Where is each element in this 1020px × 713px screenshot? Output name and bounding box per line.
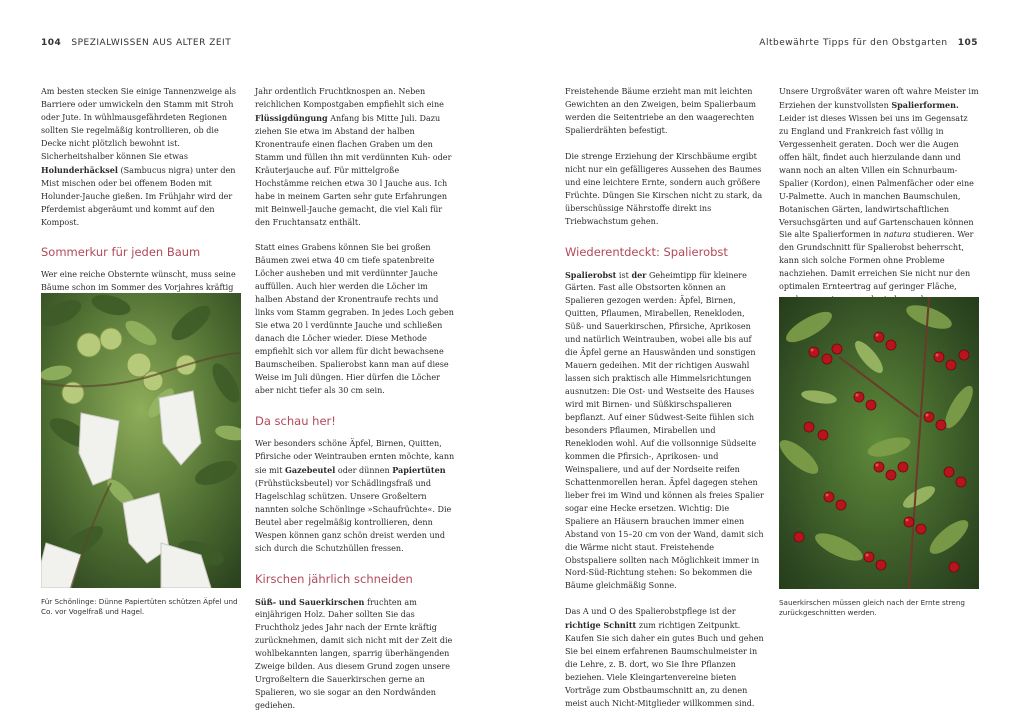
paragraph [255, 438, 455, 556]
section-heading: Kirschen jährlich schneiden [255, 572, 455, 586]
text: Das A und O des Spalierobstpflege ist der [565, 607, 736, 616]
right-page-header [759, 38, 978, 48]
bold-text: Spalierobst [565, 270, 616, 280]
left-running-title: SPEZIALWISSEN AUS ALTER ZEIT [71, 38, 231, 48]
paragraph: Statt eines Grabens können Sie bei großen Bäumen zwei etwa 40 cm tiefe spatenbreite Löcher ausheben und mit verdünnter Jauche auffüllen. Auch hier werden die Löcher im halben Abstand der Kronentraufe rechts und links vom Stamm gegraben. In jedes Loch geben Sie etwa 20 l verdünnte Jauche und schließen danach die Löcher wieder. Diese Methode empfiehlt sich vor allem für dicht bewachsene Baumscheiben. Spalierobst kann man auf diese Weise im Juli düngen. Hier dürfen die Löcher aber nicht tiefer als 30 cm sein. [255, 242, 455, 397]
text: ist [616, 271, 631, 280]
text: Geheimtipp für kleinere Gärten. Fast alle Obstsorten können an Spalieren gezogen werden: Äpfel, Birnen, Quitten, Pflaumen, Mirabellen, Renekloden, Süß- und Sauerkirschen, Pfirsiche, Aprikosen und natürlich Weintrauben, wobei alle bis auf die Äpfel gerne an Hauswänden und sonstigen Mauern gedeihen. Mit der richtigen Auswahl lassen sich praktisch alle Himmelsrichtungen ausnutzen: Die Ost- und Westseite des Hauses wird mit Birnen- und Süßkirschspalieren bepflanzt. Auf einer Südwest-Seite fühlen sich besonders Pflaumen, Mirabellen und Renekloden wohl. Auf die vollsonnige Südseite kommen die Pfirsich-, Aprikosen- und Weinspaliere, und auf der Nordseite reifen Schattenmorellen heran. Äpfel dagegen stehen lieber frei im Wind und können als freies Spalier sogar eine Hecke ersetzen. Wichtig: Die Spaliere an Häusern brauchen immer einen Abstand von 15–20 cm von der Wand, damit sich die Wärme nicht staut. Freistehende Obstspaliere sollten nach Möglichkeit immer in Nord-Süd-Richtung stehen: So bekommen die Bäume gleichmäßig Sonne. [565, 271, 764, 591]
text: oder dünnen [335, 466, 392, 475]
paragraph [255, 86, 455, 229]
column-4 [779, 86, 979, 320]
sour-cherries-photo [779, 297, 979, 589]
paragraph [41, 86, 239, 229]
paragraph [779, 86, 979, 320]
paragraph: Wer eine reiche Obsternte wünscht, muss seine Bäume schon im Sommer des Vorjahres kräftig [41, 269, 239, 321]
text: Anfang bis Mitte Juli. Dazu ziehen Sie etwa im Abstand der halben Kronentraufe einen flachen Graben um den Stamm und füllen ihn mit verdünnten Kuh- oder Kräuterjauche auf. Für mittelgroße Hochstämme reichen etwa 30 l Jauche aus. Ich habe in meinem Garten sehr gute Erfahrungen mit Beinwell-Jauche gemacht, die viel Kali für den Fruchtansatz enthält. [255, 114, 451, 227]
text: (Sambucus nigra) unter den Mist mischen oder bei offenem Boden mit Holunder-Jauche gießen. Im Frühjahr wird der Pferdemist abgeräumt und kommt auf den Kompost. [41, 166, 235, 227]
bold-text: Süß- und Sauerkirschen [255, 597, 364, 607]
text: Leider ist dieses Wissen bei uns im Gegensatz zu England und Frankreich fast völlig in Vergessenheit geraten. Doch wer die Augen offen hält, findet auch hierzulande dann und wann noch an alten Villen ein Schnurbaum-Spalier (Kordon), einen Palmenfächer oder eine U-Palmette. Auch in manchen Baumschulen, Botanischen Gärten, landwirtschaftlichen Versuchsgärten und auf Gartenschauen können Sie alte Spalierformen in [779, 114, 974, 240]
text: studieren. Wer den Grundschnitt für Spalierobst beherrscht, kann sich solche Formen ohne Probleme nachziehen. Damit erreichen Sie nicht nur den optimalen Ernteertrag auf geringer Fläche, [779, 230, 973, 317]
paragraph: Freistehende Bäume erzieht man mit leichten Gewichten an den Zweigen, beim Spalierbaum werden die Seitentriebe an den waagerechten Spalierdrähten befestigt. [565, 86, 765, 138]
column-3 [565, 86, 765, 711]
bold-text: Spalierformen. [891, 100, 958, 110]
column-2 [255, 86, 455, 713]
left-page-header [41, 38, 231, 48]
bold-text: Gazebeutel [285, 465, 335, 475]
photo-caption-right: Sauerkirschen müssen gleich nach der Ernte streng zurückgeschnitten werden. [779, 598, 979, 618]
text: fruchten am einjährigen Holz. Daher sollten Sie das Fruchtholz jedes Jahr nach der Ernte kräftig zurücknehmen, damit sich nicht mit der Zeit die wohlbekannten langen, sparrig überhängenden Zweige bilden. Aus diesem Grund zogen unsere Urgroßeltern die Sauerkirschen gerne an Spalieren, wo sie sogar an den Nordwänden gediehen. [255, 598, 452, 711]
section-heading: Da schau her! [255, 414, 455, 428]
cherry-tree-illustration [779, 297, 979, 589]
apple-paper-bags-photo [41, 293, 241, 588]
paragraph [255, 596, 455, 713]
italic-text: natura [884, 230, 911, 239]
photo-caption-left: Für Schönlinge: Dünne Papiertüten schützen Äpfel und Co. vor Vogelfraß und Hagel. [41, 597, 241, 617]
right-page-number: 105 [958, 38, 978, 48]
text: Am besten stecken Sie einige Tannenzweige als Barriere oder umwickeln den Stamm mit Stroh oder Jute. In wühlmausgefährdeten Regionen sollten Sie regelmäßig kontrollieren, ob die Decke nicht plötzlich bewohnt ist. Sicherheitshalber können Sie etwas [41, 87, 236, 161]
bold-text: der [631, 270, 646, 280]
section-heading: Sommerkur für jeden Baum [41, 245, 239, 259]
bold-text: Flüssigdüngung [255, 113, 328, 123]
text: Unsere Urgroßväter waren oft wahre Meister im Erziehen der kunstvollsten [779, 87, 979, 110]
apple-tree-illustration [41, 293, 241, 588]
column-1 [41, 86, 239, 321]
bold-text: Holunderhäcksel [41, 165, 118, 175]
left-page-number: 104 [41, 38, 61, 48]
text: Wer besonders schöne Äpfel, Birnen, Quitten, Pfirsiche oder Weintrauben ernten möchte, kann sie mit [255, 439, 454, 475]
paragraph [565, 606, 765, 711]
bold-text: Papiertüten [392, 465, 445, 475]
bold-text: richtige Schnitt [565, 620, 636, 630]
text: Jahr ordentlich Fruchtknospen an. Neben reichlichen Kompostgaben empfiehlt sich eine [255, 87, 444, 109]
right-running-title: Altbewährte Tipps für den Obstgarten [759, 38, 947, 48]
text: (Frühstücksbeutel) vor Schädlingsfraß und Hagelschlag schützen. Unsere Großeltern nannten solche Schönlinge »Schaufrüchte«. Die Beutel aber regelmäßig kontrollieren, denn Wespen können ganz schön dreist werden und sich durch die Schutzhüllen fressen. [255, 479, 451, 553]
paragraph: Die strenge Erziehung der Kirschbäume ergibt nicht nur ein gefälligeres Aussehen des Baumes und eine leichtere Ernte, sondern auch größere Früchte. Düngen Sie Kirschen nicht zu stark, da überschüssige Nährstoffe direkt ins Triebwachstum gehen. [565, 151, 765, 229]
section-heading: Wiederentdeckt: Spalierobst [565, 245, 765, 259]
text: zum richtigen Zeitpunkt. Kaufen Sie sich daher ein gutes Buch und gehen Sie bei einem erfahrenen Baumschulmeister in die Lehre, z. B. dort, wo Sie Ihre Pflanzen beziehen. Viele Kleingartenvereine bieten Vorträge zum Obstbaumschnitt an, zu denen meist auch Nicht-Mitglieder willkommen sind. [565, 621, 764, 708]
paragraph [565, 269, 765, 594]
